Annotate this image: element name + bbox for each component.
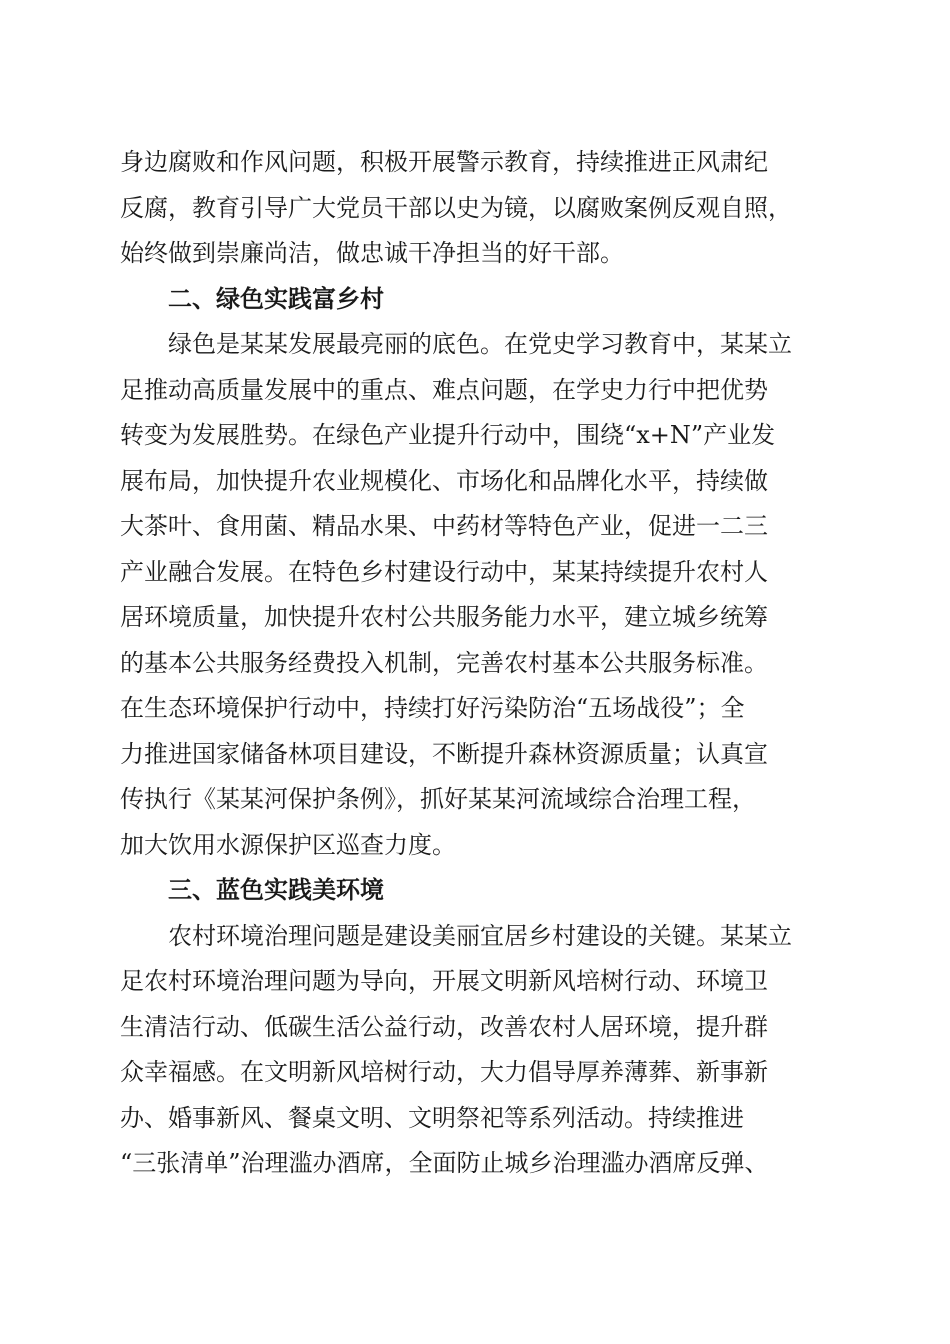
paragraph-line: 的基本公共服务经费投入机制，完善农村基本公共服务标准。 bbox=[120, 649, 768, 677]
paragraph-line: 始终做到崇廉尚洁，做忠诚干净担当的好干部。 bbox=[120, 239, 624, 267]
paragraph-line: 传执行《某某河保护条例》，抓好某某河流域综合治理工程， bbox=[120, 785, 756, 813]
paragraph-line: 大茶叶、食用菌、精品水果、中药材等特色产业，促进一二三 bbox=[120, 512, 768, 540]
paragraph-line: 在生态环境保护行动中，持续打好污染防治“五场战役”；全 bbox=[120, 694, 745, 722]
paragraph-line: 农村环境治理问题是建设美丽宜居乡村建设的关键。某某立 bbox=[168, 922, 792, 950]
paragraph-line: 产业融合发展。在特色乡村建设行动中，某某持续提升农村人 bbox=[120, 558, 768, 586]
paragraph-line: 办、婚事新风、餐桌文明、文明祭祀等系列活动。持续推进 bbox=[120, 1104, 744, 1132]
paragraph-line: 展布局，加快提升农业规模化、市场化和品牌化水平，持续做 bbox=[120, 467, 768, 495]
section-heading-3: 三、蓝色实践美环境 bbox=[168, 876, 384, 904]
paragraph-line: 加大饮用水源保护区巡查力度。 bbox=[120, 831, 456, 859]
paragraph-line: 力推进国家储备林项目建设，不断提升森林资源质量；认真宣 bbox=[120, 740, 768, 768]
paragraph-line: 绿色是某某发展最亮丽的底色。在党史学习教育中，某某立 bbox=[168, 330, 792, 358]
paragraph-line: 反腐，教育引导广大党员干部以史为镜，以腐败案例反观自照， bbox=[120, 194, 792, 222]
paragraph-line: 居环境质量，加快提升农村公共服务能力水平，建立城乡统筹 bbox=[120, 603, 768, 631]
paragraph-line: 众幸福感。在文明新风培树行动，大力倡导厚养薄葬、新事新 bbox=[120, 1058, 768, 1086]
paragraph-line: 身边腐败和作风问题，积极开展警示教育，持续推进正风肃纪 bbox=[120, 148, 768, 176]
paragraph-line: “三张清单”治理滥办酒席，全面防止城乡治理滥办酒席反弹、 bbox=[120, 1149, 769, 1177]
section-heading-2: 二、绿色实践富乡村 bbox=[168, 285, 384, 313]
paragraph-line: 生清洁行动、低碳生活公益行动，改善农村人居环境，提升群 bbox=[120, 1013, 768, 1041]
paragraph-line: 转变为发展胜势。在绿色产业提升行动中，围绕“x+N”产业发 bbox=[120, 421, 776, 449]
paragraph-line: 足农村环境治理问题为导向，开展文明新风培树行动、环境卫 bbox=[120, 967, 768, 995]
paragraph-line: 足推动高质量发展中的重点、难点问题，在学史力行中把优势 bbox=[120, 376, 768, 404]
